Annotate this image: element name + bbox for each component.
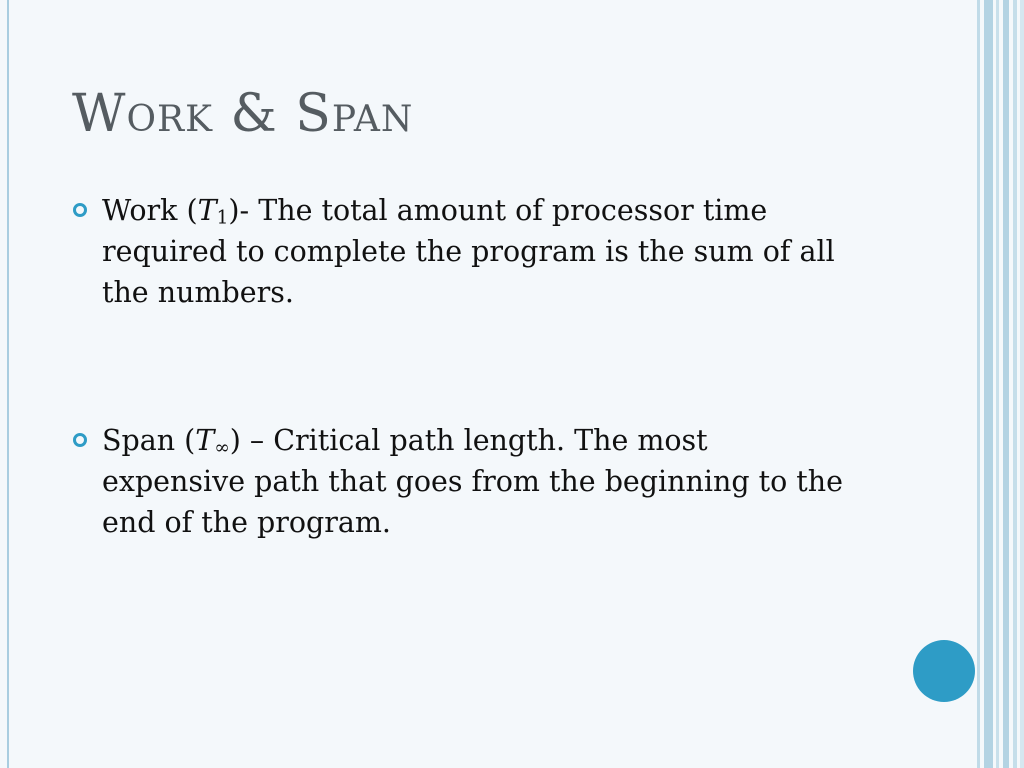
bullet-work-lead: Work ( <box>102 194 198 227</box>
decorative-circle <box>913 640 975 702</box>
span-symbol-letter: T <box>195 424 215 457</box>
right-border-stripe <box>1003 0 1009 768</box>
right-border-stripe <box>1020 0 1024 768</box>
bullet-circle-icon <box>73 433 87 447</box>
bullet-circle-icon <box>73 203 87 217</box>
right-border-stripe <box>996 0 999 768</box>
bullet-list <box>73 190 853 543</box>
right-border-stripe <box>1013 0 1017 768</box>
work-symbol-letter: T <box>197 194 217 227</box>
right-border-stripe <box>984 0 993 768</box>
span-symbol <box>195 424 229 457</box>
slide-title: Work & Span <box>72 84 414 144</box>
bullet-span <box>73 420 853 543</box>
slide-content <box>9 0 977 768</box>
bullet-span-text: ) – Critical path length. The most expensive path that goes from the beginning to the end of the program. <box>102 424 843 539</box>
span-symbol-subscript: ∞ <box>214 437 230 459</box>
bullet-work <box>73 190 853 313</box>
work-symbol <box>198 194 229 227</box>
bullet-span-lead: Span ( <box>102 424 196 457</box>
bullet-work-text: )- The total amount of processor time required to complete the program is the sum of all the numbers. <box>102 194 835 309</box>
work-symbol-subscript: 1 <box>216 207 229 229</box>
right-border-stripe <box>977 0 980 768</box>
